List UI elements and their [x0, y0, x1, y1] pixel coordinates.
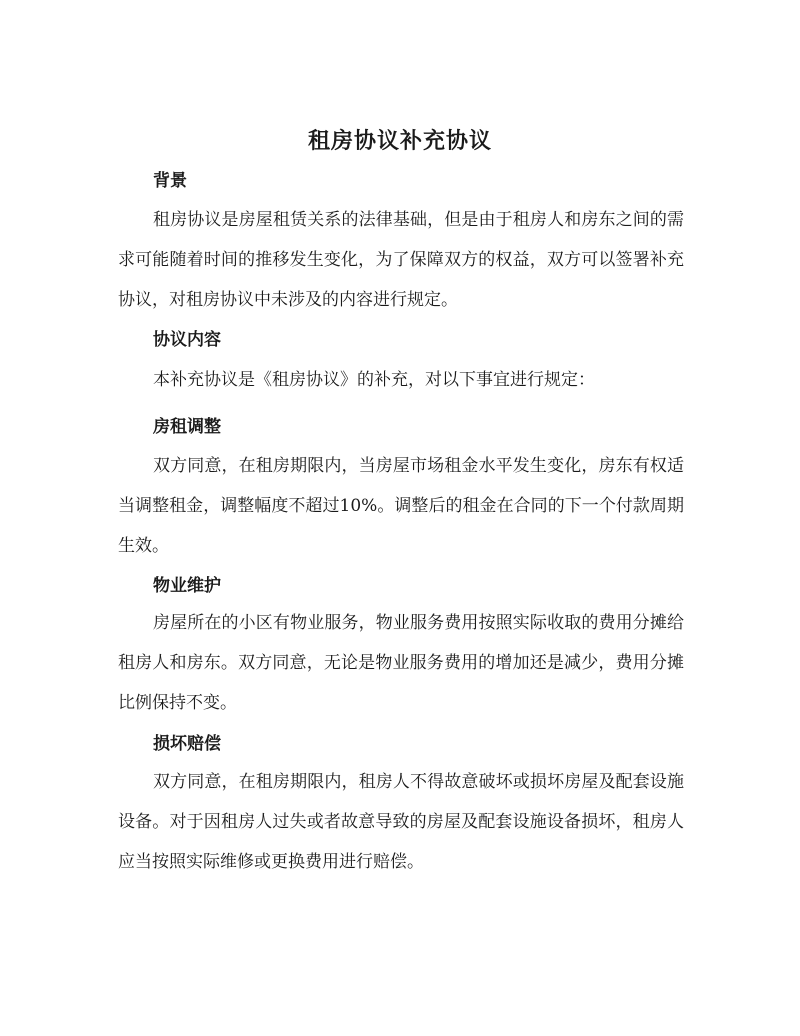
section-heading-agreement-content: 协议内容: [153, 330, 221, 350]
section-heading-damage-compensation: 损坏赔偿: [153, 734, 221, 754]
section-heading-background: 背景: [153, 171, 187, 191]
section-heading-property-maintenance: 物业维护: [153, 576, 221, 596]
section-paragraph-agreement-content: 本补充协议是《租房协议》的补充，对以下事宜进行规定：: [153, 370, 595, 390]
section-heading-rent-adjustment: 房租调整: [153, 417, 221, 437]
section-paragraph-rent-adjustment: 双方同意，在租房期限内，当房屋市场租金水平发生变化，房东有权适当调整租金，调整幅度不超过10%。调整后的租金在合同的下一个付款周期生效。: [118, 456, 684, 556]
section-paragraph-property-maintenance: 房屋所在的小区有物业服务，物业服务费用按照实际收取的费用分摊给租房人和房东。双方同意，无论是物业服务费用的增加还是减少，费用分摊比例保持不变。: [118, 613, 684, 713]
document-title: 租房协议补充协议: [307, 128, 492, 154]
section-paragraph-background: 租房协议是房屋租赁关系的法律基础，但是由于租房人和房东之间的需求可能随着时间的推移发生变化，为了保障双方的权益，双方可以签署补充协议，对租房协议中未涉及的内容进行规定。: [118, 210, 684, 310]
section-paragraph-damage-compensation: 双方同意，在租房期限内，租房人不得故意破坏或损坏房屋及配套设施设备。对于因租房人过失或者故意导致的房屋及配套设施设备损坏，租房人应当按照实际维修或更换费用进行赔偿。: [118, 772, 684, 872]
